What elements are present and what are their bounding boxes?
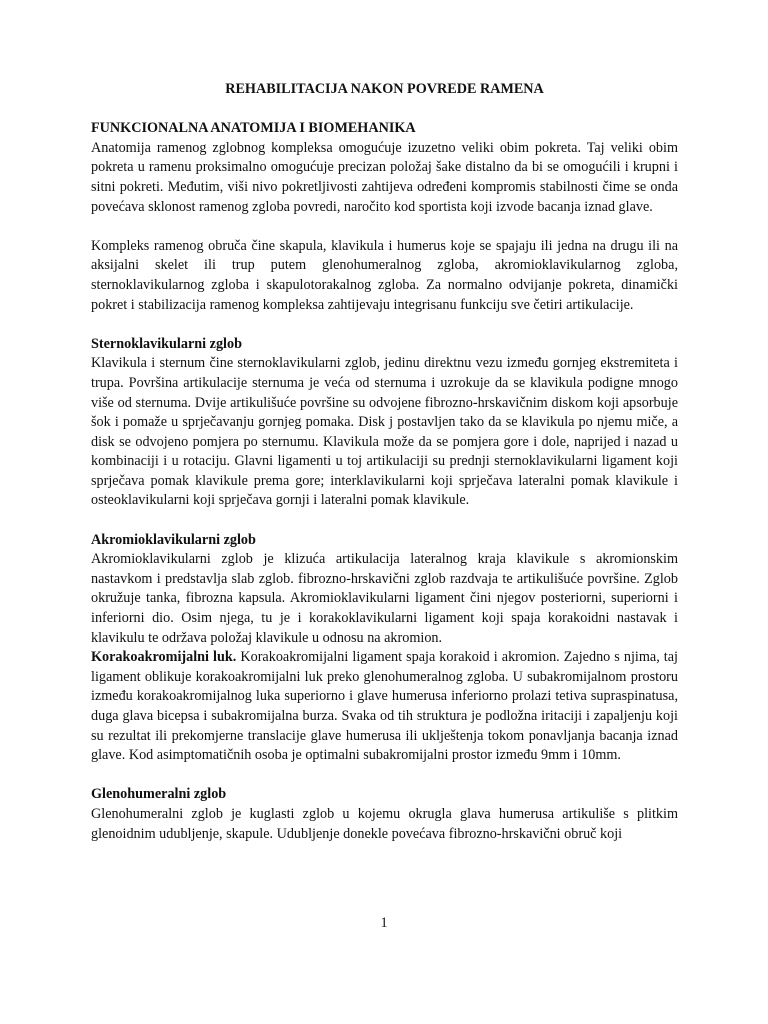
section-heading-glenohumeral: Glenohumeralni zglob (91, 786, 227, 803)
paragraph-gap (91, 511, 678, 531)
document-page (91, 80, 678, 844)
paragraph-anatomy-1: Anatomija ramenog zglobnog kompleksa omogućuje izuzetno veliki obim pokreta. Taj veliki obim pokreta u ramenu proksimalno omogućuje precizan položaj šake distalno da bi se omogućili i krupni i sitni pokreti. Međutim, viši nivo pokretljivosti zahtijeva određeni kompromis stabilnosti čime se onda povećava sklonost ramenog zgloba povredi, naročito kod sportista koji izvode bacanja iznad glave. (91, 139, 678, 215)
section-heading-anatomy: FUNKCIONALNA ANATOMIJA I BIOMEHANIKA (91, 120, 416, 137)
page-number: 1 (380, 915, 388, 931)
paragraph-gap (91, 766, 678, 786)
inline-heading-coracoacromial: Korakoakromijalni luk. (91, 649, 237, 666)
paragraph-glenohumeral: Glenohumeralni zglob je kuglasti zglob u kojemu okrugla glava humerusa artikuliše s plitkim glenoidnim udubljenje, skapule. Udubljenje donekle povećava fibrozno-hrskavični obruč koji (91, 805, 678, 842)
paragraph-coracoacromial-body: Korakoakromijalni ligament spaja korakoid i akromion. Zajedno s njima, taj ligament oblikuje korakoakromijalni luk preko glenohumeralnog zgloba. U subakromijalnom prostoru između korakoakromijalnog luka superiorno i glave humerusa inferiorno prolazi tetiva supraspinatusa, duga glava bicepsa i subakromijalna burza. Svaka od tih struktura je podložna iritaciji i zapaljenju koji su rezultat ili prekomjerne translacije glave humerusa ili uklještenja tokom ponavljanja bacanja iznad glave. Kod asimptomatičnih osoba je optimalni subakromijalni prostor između 9mm i 10mm. (91, 649, 678, 764)
document-title: REHABILITACIJA NAKON POVREDE RAMENA (225, 81, 544, 97)
paragraph-anatomy-2: Kompleks ramenog obruča čine skapula, klavikula i humerus koje se spajaju ili jedna na drugu ili na aksijalni skelet ili trup putem glenohumeralnog zgloba, akromioklavikularnog zgloba, sternoklavikularnog zgloba i skapulotorakalnog zgloba. Za normalno odvijanje pokreta, dinamički pokret i stabilizacija ramenog kompleksa zahtijevaju integrisanu funkciju sve četiri artikulacije. (91, 237, 678, 313)
paragraph-gap (91, 315, 678, 335)
paragraph-acromioclavicular: Akromioklavikularni zglob je klizuća artikulacija lateralnog kraja klavikule s akromionskim nastavkom i predstavlja slab zglob. fibrozno-hrskavični zglob razdvaja te artikulišuće površine. Zglob okružuje tanka, fibrozna kapsula. Akromioklavikularni ligament čini njegov posteriorni, superiorni i inferiorni dio. Osim njega, tu je i korakoklavikularni ligament koji spaja korakoidni nastavak i klavikulu te održava položaj klavikule u odnosu na akromion. (91, 551, 678, 646)
paragraph-gap (91, 217, 678, 237)
paragraph-coracoacromial (91, 648, 678, 766)
section-heading-acromioclavicular: Akromioklavikularni zglob (91, 531, 256, 548)
section-heading-sternoclavicular: Sternoklavikularni zglob (91, 335, 242, 352)
paragraph-sternoclavicular: Klavikula i sternum čine sternoklavikularni zglob, jedinu direktnu vezu između gornjeg ekstremiteta i trupa. Površina artikulacije sternuma je veća od sternuma i uzrokuje da se klavikula podigne mnogo više od sternuma. Dvije artikulišuće površine su odvojene fibrozno-hrskavičnim diskom koji apsorbuje šok i pomaže u sprječavanju gornjeg pomaka. Disk j postavljen tako da se klavikula po njemu miče, a disk se odvojeno pomjera po sternumu. Klavikula može da se pomjera gore i dole, naprijed i nazad u kombinaciji i u rotaciju. Glavni ligamenti u toj artikulaciji su prednji sternoklavikularni ligament koji sprječava pomak klavikule prema gore; interklavikularni koji sprječava lateralni pomak klavikule i osteoklavikularni koji sprječava gornji i lateralni pomak klavikule. (91, 355, 678, 509)
